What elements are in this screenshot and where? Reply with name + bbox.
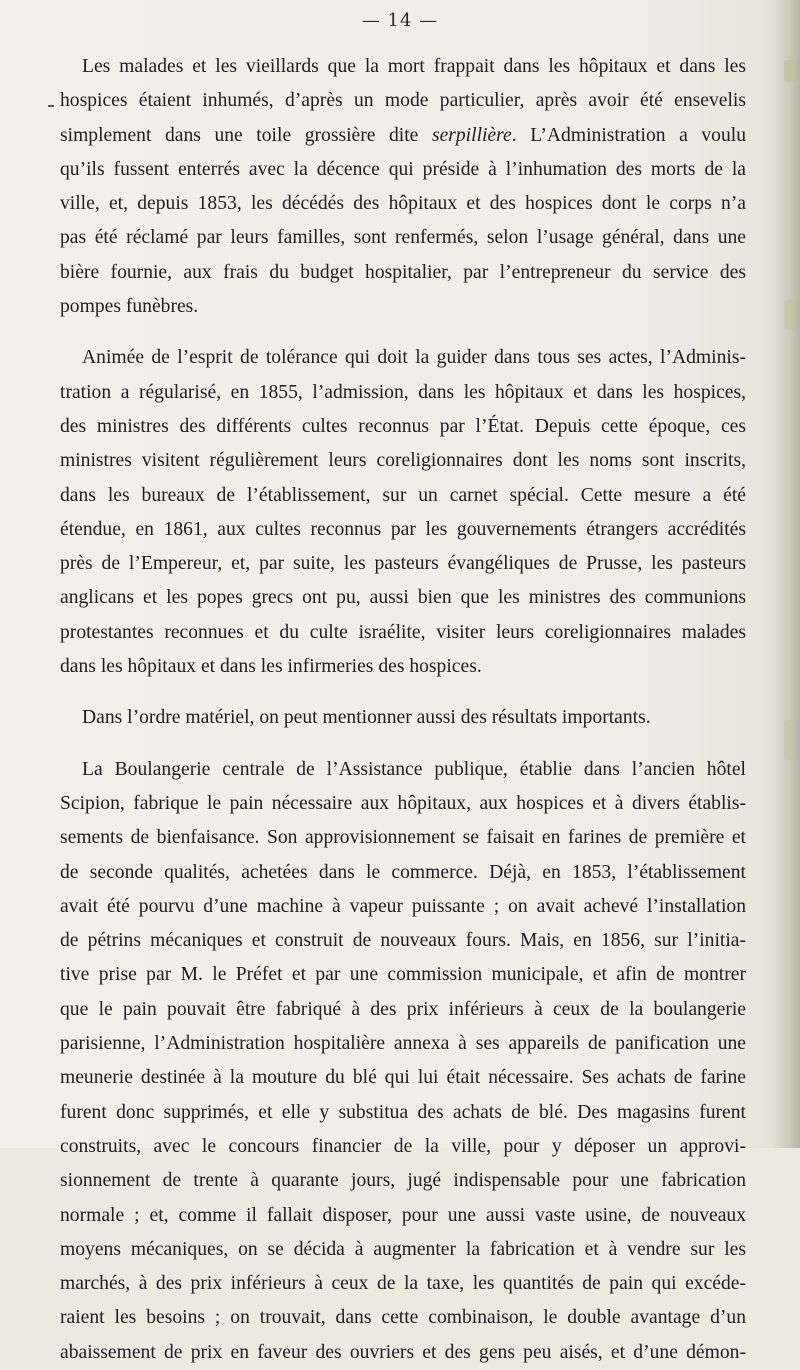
text-line: Dans l’ordre matériel, on peut mentionner aussi des résultats importants. <box>82 707 651 729</box>
text-line: ministres visitent régulièrement leurs coreligionnaires dont les noms sont inscrits, <box>60 450 746 472</box>
text-line: moyens mécaniques, on se décida à augmenter la fabrication et à vendre sur les <box>60 1238 746 1260</box>
text-line: construits, avec le concours financier de la ville, pour y déposer un approvi- <box>60 1135 746 1157</box>
margin-mark <box>48 105 54 107</box>
text-line: sements de bienfaisance. Son approvisionnement se faisait en farines de première et <box>60 827 746 849</box>
page-edge-stain <box>784 720 796 760</box>
text-line: des ministres des différents cultes reconnus par l’État. Depuis cette époque, ces <box>60 415 746 437</box>
text-line: Les malades et les vieillards que la mort frappait dans les hôpitaux et dans les <box>82 56 746 77</box>
text-line: simplement dans une toile grossière dite serpillière. L’Administration a voulu <box>60 124 746 146</box>
text-line: dans les hôpitaux et dans les infirmeries des hospices. <box>60 656 482 678</box>
page-number: — 14 — <box>361 10 439 31</box>
text-line: pas été réclamé par leurs familles, sont renfermés, selon l’usage général, dans une <box>60 227 746 249</box>
text-line: Scipion, fabrique le pain nécessaire aux hôpitaux, aux hospices et à divers établis- <box>60 792 746 814</box>
paragraph-3 <box>60 701 746 735</box>
text-line: meunerie destinée à la mouture du blé qui lui était nécessaire. Ses achats de farine <box>60 1067 746 1089</box>
text-line: raient les besoins ; on trouvait, dans cette combinaison, le double avantage d’un <box>60 1307 746 1329</box>
text-line: normale ; et, comme il fallait disposer, pour une aussi vaste usine, de nouveaux <box>60 1204 746 1226</box>
text-line: bière fournie, aux frais du budget hospitalier, par l’entrepreneur du service des <box>60 261 746 283</box>
paragraph-1 <box>60 50 746 324</box>
page-edge-shadow <box>772 0 800 1148</box>
text-line: protestantes reconnues et du culte israélite, visiter leurs coreligionnaires malades <box>60 621 746 643</box>
text-line: parisienne, l’Administration hospitalière annexa à ses appareils de panification une <box>60 1033 746 1055</box>
paragraph-2 <box>60 341 746 684</box>
text-line: tive prise par M. le Préfet et par une commission municipale, et afin de montrer <box>60 964 746 986</box>
text-line: furent donc supprimés, et elle y substitua des achats de blé. Des magasins furent <box>60 1101 746 1123</box>
text-line: La Boulangerie centrale de l’Assistance publique, établie dans l’ancien hôtel <box>82 758 746 780</box>
text-line: avait été pourvu d’une machine à vapeur puissante ; on avait achevé l’installation <box>60 895 746 917</box>
text-line: qu’ils fussent enterrés avec la décence qui préside à l’inhumation des morts de la <box>60 158 746 180</box>
text-line: de seconde qualités, achetées dans le commerce. Déjà, en 1853, l’établissement <box>60 861 746 883</box>
text-line: que le pain pouvait être fabriqué à des prix inférieurs à ceux de la boulangerie <box>60 998 746 1020</box>
text-line: dans les bureaux de l’établissement, sur un carnet spécial. Cette mesure a été <box>60 484 746 506</box>
text-line: tration a régularisé, en 1855, l’admission, dans les hôpitaux et dans les hospices, <box>60 381 746 403</box>
text-line: ville, et, depuis 1853, les décédés des hôpitaux et des hospices dont le corps n’a <box>60 193 746 215</box>
text-line: de pétrins mécaniques et construit de nouveaux fours. Mais, en 1856, sur l’initia- <box>60 930 746 952</box>
text-line: étendue, en 1861, aux cultes reconnus par les gouvernements étrangers accrédités <box>60 518 746 540</box>
text-line: Animée de l’esprit de tolérance qui doit la guider dans tous ses actes, l’Adminis- <box>82 347 746 369</box>
text-line: abaissement de prix en faveur des ouvriers et des gens peu aisés, et d’une démon- <box>60 1341 746 1363</box>
italic-term: serpillière <box>431 124 512 146</box>
text-line: près de l’Empereur, et, par suite, les pasteurs évangéliques de Prusse, les pasteurs <box>60 553 746 575</box>
text-line: sionnement de trente à quarante jours, jugé indispensable pour une fabrication <box>60 1170 746 1192</box>
text-line: hospices étaient inhumés, d’après un mode particulier, après avoir été ensevelis <box>60 90 746 112</box>
page-edge-stain <box>784 300 796 330</box>
text-line: anglicans et les popes grecs ont pu, aussi bien que les ministres des communions <box>60 587 746 609</box>
page-edge-stain <box>784 60 796 82</box>
text-line: pompes funèbres. <box>60 296 199 318</box>
text-line: marchés, à des prix inférieurs à ceux de la taxe, les quantités de pain qui excéde- <box>60 1273 746 1295</box>
body-text <box>60 50 746 1370</box>
paragraph-4 <box>60 753 746 1370</box>
